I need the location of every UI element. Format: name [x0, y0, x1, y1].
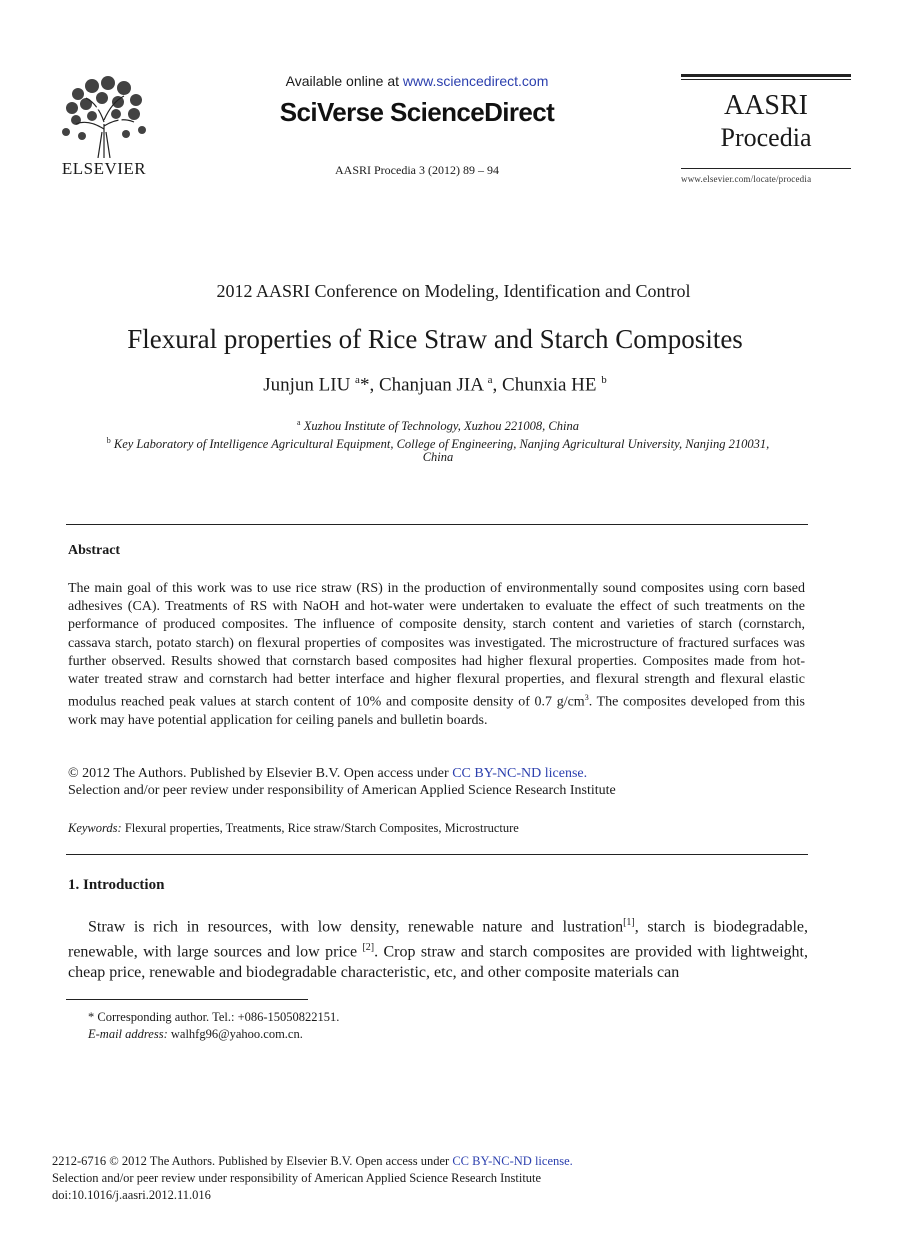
- footer-copyright-text: 2212-6716 © 2012 The Authors. Published by Elsevier B.V. Open access under: [52, 1154, 453, 1168]
- email-address[interactable]: walhfg96@yahoo.com.cn.: [167, 1027, 303, 1041]
- journal-citation: AASRI Procedia 3 (2012) 89 – 94: [335, 163, 499, 177]
- available-online: [232, 73, 602, 89]
- author-separator: *,: [359, 374, 379, 396]
- footnote-rule: [66, 999, 308, 1000]
- abstract-text: The main goal of this work was to use rice straw (RS) in the production of environmentally sound composites using corn based adhesives (CA). Treatments of RS with NaOH and hot-water were undertaken to evaluate the effect of such treatments on the performance of produced composites. The influence of composite density, starch content and varieties of starch (cornstarch, cassava starch, potato starch) on flexural properties of composites was investigated. The microstructure of fractured surfaces was further observed. Results showed that cornstarch based composites had higher flexural properties. Composites made from hot-water treated straw and cornstarch had better interface and higher flexural properties, and flexural strength and flexural elastic modulus reached peak values at starch content of 10% and composite density of 0.7 g/cm: [68, 581, 805, 710]
- journal-rule-bottom: [681, 168, 851, 169]
- abstract-superscript: 3: [584, 693, 589, 703]
- abstract-text-end: . The composites developed from this work may have potential application for ceiling panels and bulletin boards.: [68, 694, 805, 729]
- author-affiliation-mark: a: [487, 374, 493, 386]
- intro-text: , starch is biodegradable, renewable, with large sources and low price: [68, 918, 809, 961]
- sciencedirect-link[interactable]: www.sciencedirect.com: [402, 73, 549, 89]
- elsevier-tree-logo: [58, 74, 150, 158]
- journal-name-line2: Procedia: [720, 123, 812, 152]
- author-name: Junjun LIU: [263, 374, 356, 396]
- divider: [66, 524, 808, 525]
- copyright-line: [68, 765, 808, 782]
- footer-copyright: [52, 1153, 812, 1170]
- conference-name: 2012 AASRI Conference on Modeling, Identification and Control: [216, 281, 691, 301]
- footer-peer-review: Selection and/or peer review under responsibility of American Applied Science Research Institute: [52, 1171, 542, 1185]
- email-footnote: [88, 1027, 303, 1042]
- journal-name-line1: AASRI: [723, 90, 808, 121]
- keywords-label: Keywords:: [68, 821, 122, 835]
- citation-ref[interactable]: [2]: [362, 941, 375, 953]
- copyright-text: © 2012 The Authors. Published by Elsevier B.V. Open access under: [68, 766, 453, 781]
- peer-review-line: Selection and/or peer review under responsibility of American Applied Science Research Institute: [68, 783, 616, 798]
- corresponding-author: * Corresponding author. Tel.: +086-15050822151.: [88, 1010, 340, 1024]
- footer-doi[interactable]: doi:10.1016/j.aasri.2012.11.016: [52, 1188, 211, 1202]
- journal-rule-top: [681, 74, 851, 77]
- affiliation-mark: a: [297, 418, 301, 427]
- affiliation-mark: b: [106, 436, 111, 445]
- keywords-text: Flexural properties, Treatments, Rice straw/Starch Composites, Microstructure: [121, 821, 519, 835]
- email-label: E-mail address:: [88, 1027, 168, 1041]
- affiliation-text: Xuzhou Institute of Technology, Xuzhou 221008, China: [300, 419, 579, 434]
- author-affiliation-mark: a: [355, 374, 360, 386]
- author-name: Chanjuan JIA: [378, 374, 488, 396]
- journal-rule-top-thin: [681, 79, 851, 80]
- footer-license-link[interactable]: CC BY-NC-ND license.: [452, 1154, 573, 1168]
- introduction-paragraph: [68, 913, 808, 983]
- affiliation-b-cont: China: [422, 450, 454, 464]
- section-heading-introduction: 1. Introduction: [68, 877, 165, 893]
- abstract-body: [68, 580, 805, 730]
- publisher-logo-text: ELSEVIER: [61, 159, 147, 178]
- affiliation-text: Key Laboratory of Intelligence Agricultural Equipment, College of Engineering, Nanjing Agricultural University, Nanjing 210031,: [110, 437, 770, 452]
- citation-ref[interactable]: [1]: [623, 917, 635, 928]
- license-link[interactable]: CC BY-NC-ND license.: [452, 766, 588, 781]
- author-name: Chunxia HE: [502, 374, 602, 396]
- author-affiliation-mark: b: [601, 374, 607, 386]
- platform-logo: SciVerse ScienceDirect: [279, 97, 555, 127]
- intro-text: Straw is rich in resources, with low density, renewable nature and lustration: [88, 918, 624, 936]
- abstract-heading: Abstract: [68, 543, 121, 558]
- keywords: [68, 821, 808, 836]
- copyright-block: [68, 765, 808, 799]
- article-title: Flexural properties of Rice Straw and Starch Composites: [127, 324, 743, 354]
- journal-url[interactable]: www.elsevier.com/locate/procedia: [681, 174, 812, 184]
- intro-text: . Crop straw and starch composites are provided with lightweight, cheap price, renewable and biodegradable characteristic, etc, and other composite materials can: [68, 943, 809, 981]
- author-separator: ,: [492, 374, 503, 396]
- author-list: [0, 374, 870, 396]
- divider: [66, 854, 808, 855]
- available-online-prefix: Available online at: [285, 73, 403, 89]
